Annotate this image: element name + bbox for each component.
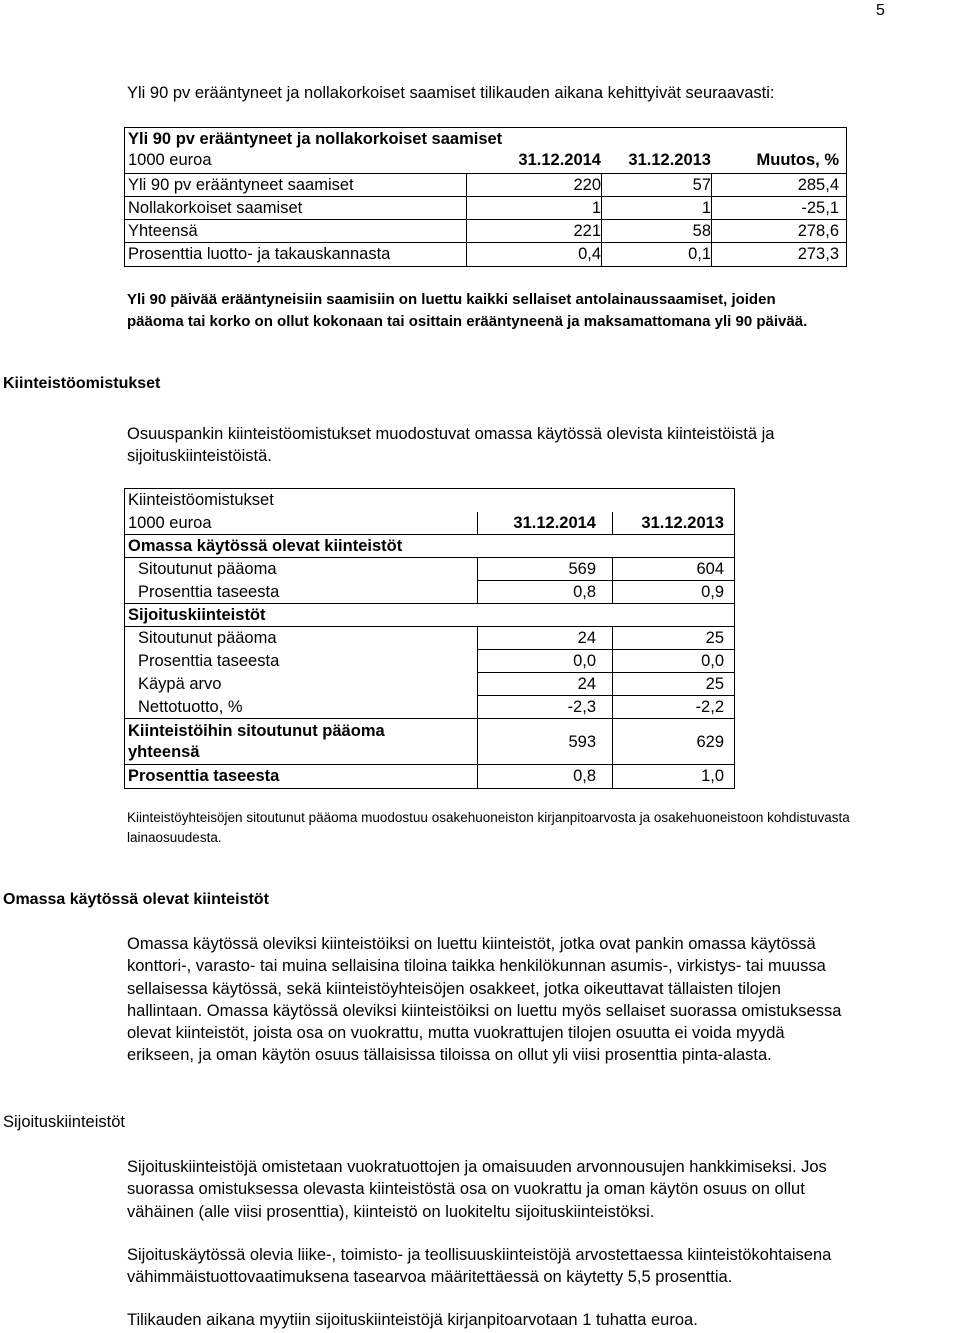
row-label: Sitoutunut pääoma: [138, 560, 277, 578]
row-value-2013: 25: [705, 629, 724, 647]
table2-unit: 1000 euroa: [128, 514, 212, 532]
table2-section-investment: Sijoituskiinteistöt: [128, 606, 266, 624]
table-row: [125, 650, 734, 673]
paragraph-line: konttori-, varasto- tai muina sellaisina tiloina taikka henkilökunnan asumis-, virkistys- tai muussa: [127, 957, 826, 976]
omassa-paragraph: [127, 933, 959, 1067]
table2-col-divider: [612, 557, 613, 603]
paragraph-line: sijoituskiinteistöistä.: [127, 447, 272, 465]
table-overdue-receivables: [124, 127, 847, 267]
row-value-2014: 24: [577, 675, 596, 693]
paragraph-line: suorassa omistuksessa olevasta kiinteistöstä osa on vuokrattu ja oman käytön osuus on ollut: [127, 1180, 805, 1199]
row-label: Yli 90 pv erääntyneet saamiset: [128, 176, 354, 194]
paragraph-line: sellaisessa käytössä, sekä kiinteistöyhteisöjen osakkeet, jotka oikeuttavat tällaisten tilojen: [127, 979, 781, 998]
row-value-2014: 1: [591, 199, 601, 217]
row-label: Prosenttia taseesta: [138, 652, 280, 670]
row-value-2014: 0,0: [573, 652, 596, 670]
sijoitus-paragraph-2: [127, 1244, 959, 1289]
intro-text: Yli 90 pv erääntyneet ja nollakorkoiset saamiset tilikauden aikana kehittyivät seuraavasti:: [127, 84, 775, 102]
row-value-change: 273,3: [797, 245, 839, 263]
definition-line-2: pääoma tai korko on ollut kokonaan tai osittain erääntyneenä ja maksamattomana yli 90 päivää.: [127, 313, 808, 330]
table1-col-divider: [711, 174, 712, 266]
row-value-2014: 0,4: [578, 245, 601, 263]
row-value-2014: 24: [577, 629, 596, 647]
table2-line: [125, 603, 734, 604]
table2-line: [125, 764, 734, 765]
row-value-change: 278,6: [797, 222, 839, 240]
row-value-2014: 0,8: [573, 583, 596, 601]
total-label-line: yhteensä: [128, 743, 200, 761]
table-row-total: [125, 719, 734, 765]
table1-col1-header: 31.12.2014: [518, 151, 601, 169]
table-row: [125, 696, 734, 719]
table2-col-divider: [612, 512, 613, 534]
table-row: [125, 558, 734, 581]
table2-line: [477, 580, 735, 581]
row-label: Nettotuotto, %: [138, 698, 243, 716]
paragraph-line: vähimmäistuottovaatimuksena tasearvoa määritettäessä on käytetty 5,5 prosenttia.: [127, 1268, 733, 1287]
row-label: Prosenttia taseesta: [128, 767, 280, 785]
table-row: [125, 581, 734, 604]
table-row-percentage: [125, 765, 734, 788]
table2-col1-header: 31.12.2014: [513, 514, 596, 532]
table2-line: [477, 672, 735, 673]
table2-col2-header: 31.12.2013: [641, 514, 724, 532]
table1-row-line: [125, 242, 846, 243]
table2-col-divider: [477, 512, 478, 534]
paragraph-line: olevat kiinteistöt, joista osa on vuokrattu, mutta vuokrattujen tilojen osuutta ei voida myydä: [127, 1024, 785, 1043]
table2-section-own-use: Omassa käytössä olevat kiinteistöt: [128, 537, 403, 555]
table2-line: [125, 534, 734, 535]
table1-col3-header: Muutos, %: [756, 151, 839, 169]
paragraph-line: erikseen, ja oman käytön osuus tällaisissa tiloissa on ollut yli viisi prosenttia pinta-alasta.: [127, 1046, 772, 1065]
row-value-2014: 221: [573, 222, 601, 240]
row-value-2013: 0,1: [688, 245, 711, 263]
table2-line: [477, 649, 735, 650]
table-real-estate-holdings: [124, 488, 735, 789]
row-value-2013: 1,0: [701, 767, 724, 785]
row-value-2014: 220: [573, 176, 601, 194]
page-number: 5: [876, 2, 885, 19]
table-row: [125, 197, 846, 220]
kiinteisto-paragraph: [127, 423, 774, 467]
table2-col-divider: [477, 626, 478, 788]
table1-unit: 1000 euroa: [128, 151, 212, 169]
paragraph-line: Sijoituskäytössä olevia liike-, toimisto- ja teollisuuskiinteistöjä arvostettaessa kiinteistökohtaisena: [127, 1246, 832, 1264]
footnote-line: lainaosuudesta.: [127, 830, 222, 845]
footnote-line: Kiinteistöyhteisöjen sitoutunut pääoma muodostuu osakehuoneiston kirjanpitoarvosta ja osakehuoneistoon kohdistuvasta: [127, 810, 850, 825]
heading-sijoituskiinteistot: Sijoituskiinteistöt: [3, 1113, 125, 1131]
row-value-2013: 0,9: [701, 583, 724, 601]
row-value-2013: 604: [696, 560, 724, 578]
table1-row-line: [125, 196, 846, 197]
row-value-change: 285,4: [797, 176, 839, 194]
row-value-2013: 25: [705, 675, 724, 693]
row-label: Prosenttia taseesta: [138, 583, 280, 601]
table1-col2-header: 31.12.2013: [628, 151, 711, 169]
table1-col-divider: [466, 174, 467, 266]
total-value-2014: 593: [568, 733, 596, 751]
table2-col-divider: [477, 557, 478, 603]
table2-line: [125, 557, 734, 558]
row-value-2014: 0,8: [573, 767, 596, 785]
paragraph-line: Omassa käytössä oleviksi kiinteistöiksi on luettu kiinteistöt, jotka ovat pankin omassa käytössä: [127, 935, 816, 953]
row-label: Prosenttia luotto- ja takauskannasta: [128, 245, 391, 263]
table1-title: Yli 90 pv erääntyneet ja nollakorkoiset saamiset: [128, 130, 503, 148]
paragraph-line: Osuuspankin kiinteistöomistukset muodostuvat omassa käytössä olevista kiinteistöistä ja: [127, 425, 775, 443]
table2-line: [125, 626, 734, 627]
table2-col-divider: [612, 626, 613, 788]
row-value-change: -25,1: [801, 199, 839, 217]
sijoitus-paragraph-3: Tilikauden aikana myytiin sijoituskiinteistöjä kirjanpitoarvotaan 1 tuhatta euroa.: [127, 1311, 698, 1329]
row-label: Käypä arvo: [138, 675, 222, 693]
footnote: [127, 808, 957, 848]
row-value-2013: 58: [692, 222, 711, 240]
row-label: Nollakorkoiset saamiset: [128, 199, 303, 217]
paragraph-line: Sijoituskiinteistöjä omistetaan vuokratuottojen ja omaisuuden arvonnousujen hankkimiseksi. Jos: [127, 1158, 827, 1176]
total-value-2013: 629: [696, 733, 724, 751]
row-value-2013: 57: [692, 176, 711, 194]
table-row: [125, 174, 846, 197]
table-row: [125, 673, 734, 696]
heading-kiinteistoomistukset: Kiinteistöomistukset: [3, 375, 161, 392]
table-row: [125, 220, 846, 243]
total-label-line: Kiinteistöihin sitoutunut pääoma: [128, 722, 385, 740]
table-row: [125, 243, 846, 266]
paragraph-line: hallintaan. Omassa käytössä oleviksi kiinteistöiksi on luettu myös sellaiset suorassa omistuksessa: [127, 1001, 842, 1020]
row-label: Yhteensä: [128, 222, 198, 240]
heading-omassa-kaytossa: Omassa käytössä olevat kiinteistöt: [3, 891, 269, 908]
table2-line: [477, 695, 735, 696]
sijoitus-paragraph-1: [127, 1156, 959, 1223]
table1-row-line: [125, 219, 846, 220]
row-value-2013: -2,2: [695, 698, 724, 716]
total-label: [128, 721, 385, 763]
table2-line: [125, 718, 734, 719]
row-value-2013: 0,0: [701, 652, 724, 670]
row-value-2013: 1: [701, 199, 711, 217]
row-value-2014: 569: [568, 560, 596, 578]
row-value-2014: -2,3: [567, 698, 596, 716]
paragraph-line: vähäinen (alle viisi prosenttia), kiinteistö on luokiteltu sijoituskiinteistöksi.: [127, 1202, 655, 1221]
table1-col-divider: [601, 174, 602, 266]
table-row: [125, 627, 734, 650]
definition-line-1: Yli 90 päivää erääntyneisiin saamisiin on luettu kaikki sellaiset antolainaussaamiset, joiden: [127, 291, 776, 308]
table2-title: Kiinteistöomistukset: [128, 491, 274, 509]
row-label: Sitoutunut pääoma: [138, 629, 277, 647]
